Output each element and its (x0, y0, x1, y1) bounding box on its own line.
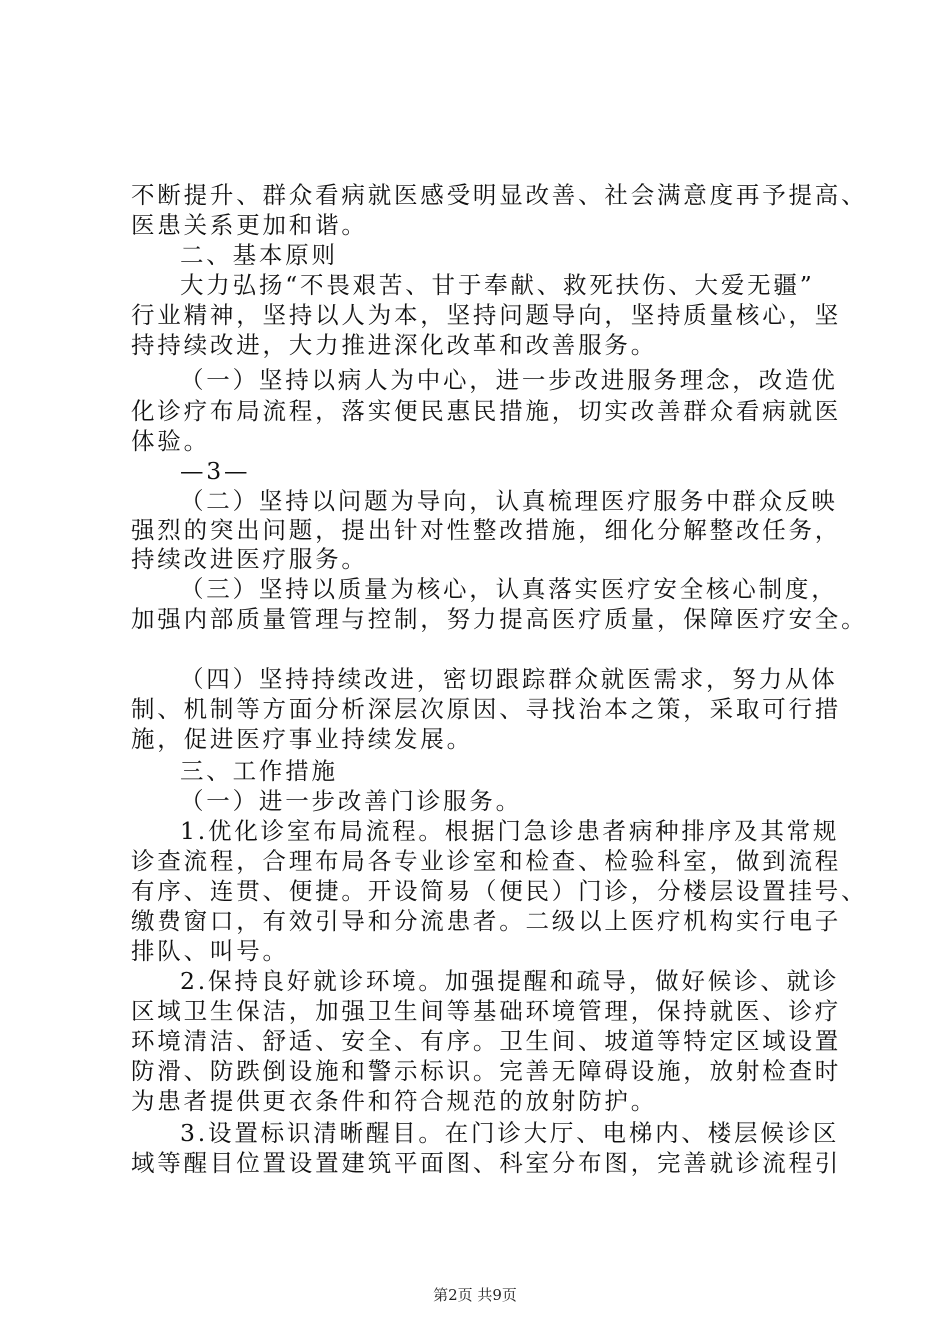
text-line: 施，促进医疗事业持续发展。 (131, 725, 473, 753)
text-line: （三）坚持以质量为核心，认真落实医疗安全核心制度， (180, 575, 838, 603)
text-line: 环境清洁、舒适、安全、有序。卫生间、坡道等特定区域设置 (131, 1027, 842, 1055)
text-line: 区域卫生保洁，加强卫生间等基础环境管理，保持就医、诊疗 (131, 997, 842, 1025)
text-line: （四）坚持持续改进，密切跟踪群众就医需求，努力从体 (180, 665, 838, 693)
text-line: 为患者提供更衣条件和符合规范的放射防护。 (131, 1087, 657, 1115)
section-heading: 三、工作措施 (180, 757, 338, 785)
text-line: 体验。 (131, 427, 210, 455)
text-line: 行业精神，坚持以人为本，坚持问题导向，坚持质量核心，坚 (131, 301, 842, 329)
text-line: 2.保持良好就诊环境。加强提醒和疏导，做好候诊、就诊 (180, 967, 840, 995)
text-line: 有序、连贯、便捷。开设简易（便民）门诊，分楼层设置挂号、 (131, 877, 868, 905)
text-line: 1.优化诊室布局流程。根据门急诊患者病种排序及其常规 (180, 817, 840, 845)
text-line: 医患关系更加和谐。 (131, 211, 368, 239)
text-line: 持持续改进，大力推进深化改革和改善服务。 (131, 331, 657, 359)
subsection-heading: （一）进一步改善门诊服务。 (180, 787, 522, 815)
text-line: 强烈的突出问题，提出针对性整改措施，细化分解整改任务， (131, 516, 842, 544)
text-line: 不断提升、群众看病就医感受明显改善、社会满意度再予提高、 (131, 181, 868, 209)
text-line: 加强内部质量管理与控制，努力提高医疗质量，保障医疗安全。 (131, 605, 868, 633)
text-line: 防滑、防跌倒设施和警示标识。完善无障碍设施，放射检查时 (131, 1057, 842, 1085)
text-line: 排队、叫号。 (131, 937, 289, 965)
section-heading: 二、基本原则 (180, 241, 338, 269)
text-line: （一）坚持以病人为中心，进一步改进服务理念，改造优 (180, 366, 838, 394)
text-line: 化诊疗布局流程，落实便民惠民措施，切实改善群众看病就医 (131, 397, 842, 425)
text-line: 缴费窗口，有效引导和分流患者。二级以上医疗机构实行电子 (131, 907, 842, 935)
inline-page-number: —3— (180, 457, 251, 485)
text-line: 持续改进医疗服务。 (131, 545, 368, 573)
text-line: 诊查流程，合理布局各专业诊室和检查、检验科室，做到流程 (131, 847, 842, 875)
text-line: 3.设置标识清晰醒目。在门诊大厅、电梯内、楼层候诊区 (180, 1119, 840, 1147)
text-line: 域等醒目位置设置建筑平面图、科室分布图，完善就诊流程引 (131, 1149, 842, 1177)
page-footer: 第2页 共9页 (433, 1286, 517, 1304)
text-line: 大力弘扬“不畏艰苦、甘于奉献、救死扶伤、大爱无疆” (180, 271, 815, 299)
text-line: （二）坚持以问题为导向，认真梳理医疗服务中群众反映 (180, 487, 838, 515)
text-line: 制、机制等方面分析深层次原因、寻找治本之策，采取可行措 (131, 695, 842, 723)
